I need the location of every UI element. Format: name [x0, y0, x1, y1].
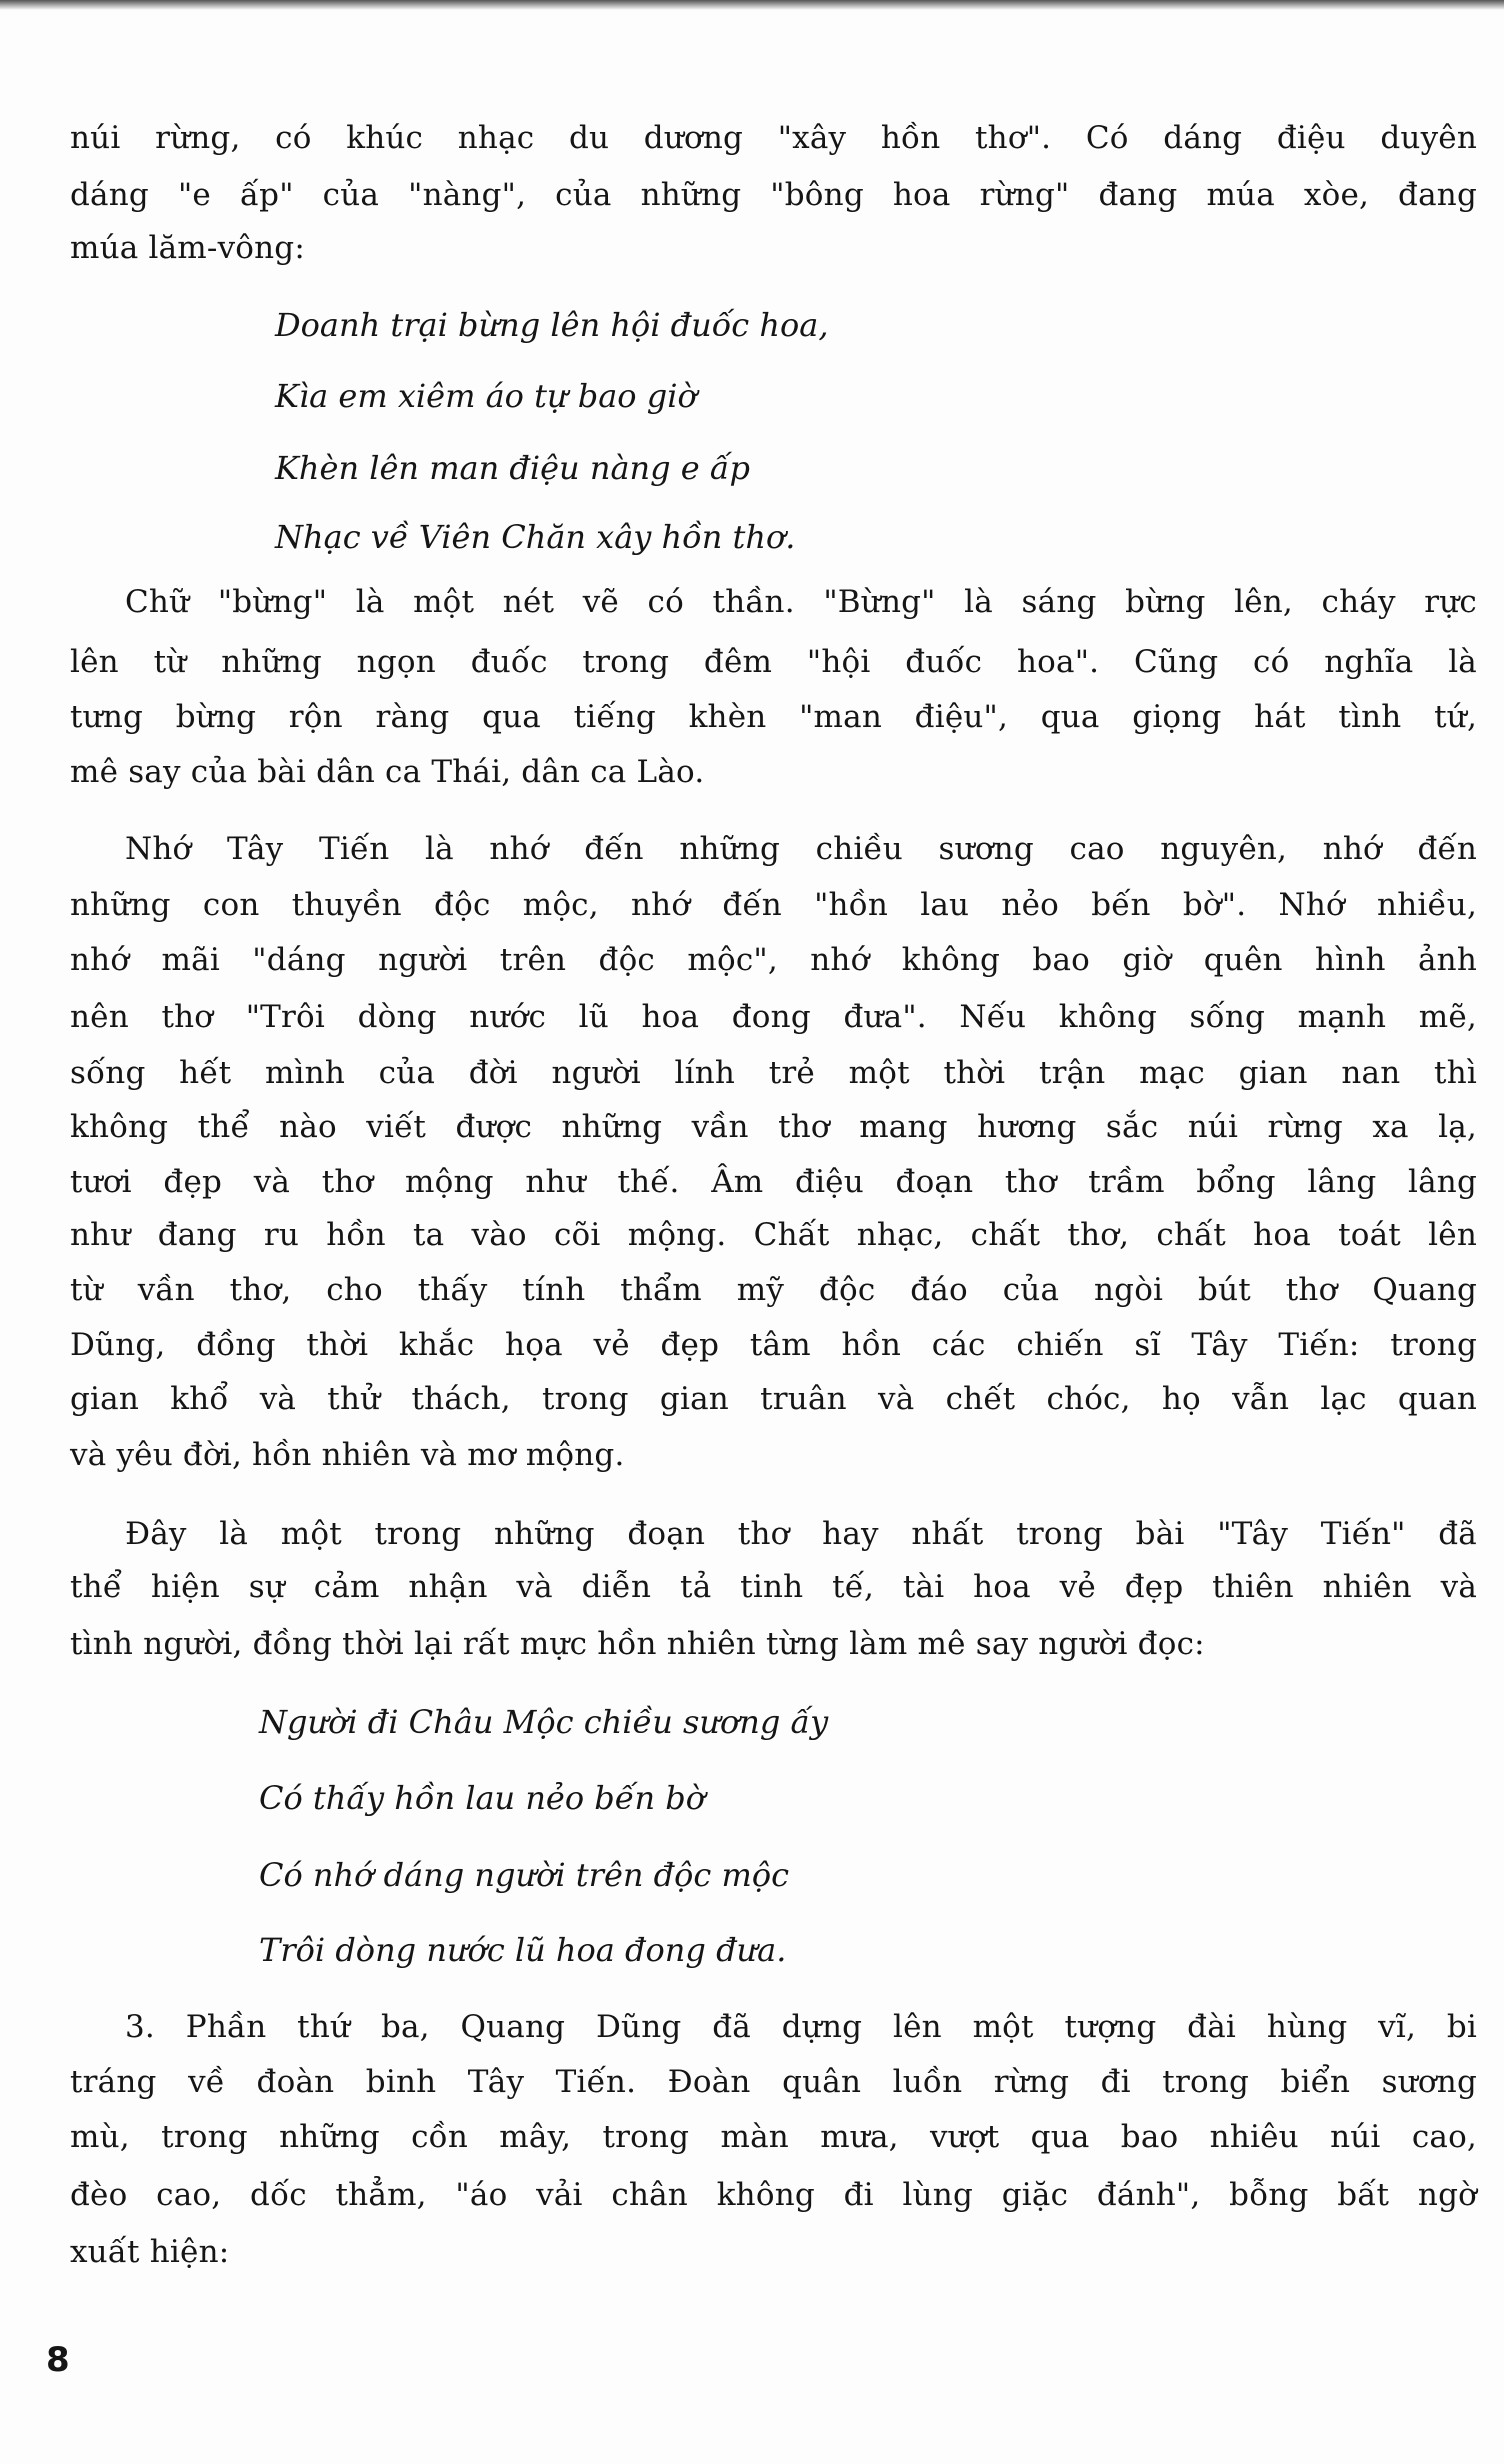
paragraph-2-line: Chữ "bừng" là một nét vẽ có thần. "Bừng" là sáng bừng lên, cháy rực	[125, 584, 1477, 620]
paragraph-3-line: như đang ru hồn ta vào cõi mộng. Chất nhạc, chất thơ, chất hoa toát lên	[70, 1217, 1477, 1253]
paragraph-3-line: nên thơ "Trôi dòng nước lũ hoa đong đưa". Nếu không sống mạnh mẽ,	[70, 999, 1477, 1035]
scan-edge	[0, 0, 1504, 10]
poem-2-verse: Có nhớ dáng người trên độc mộc	[259, 1856, 790, 1894]
paragraph-3-line: những con thuyền độc mộc, nhớ đến "hồn lau nẻo bến bờ". Nhớ nhiều,	[70, 887, 1477, 923]
paragraph-4-line: Đây là một trong những đoạn thơ hay nhất trong bài "Tây Tiến" đã	[125, 1516, 1477, 1552]
paragraph-5-line: mù, trong những cồn mây, trong màn mưa, vượt qua bao nhiêu núi cao,	[70, 2119, 1477, 2155]
paragraph-3-line: và yêu đời, hồn nhiên và mơ mộng.	[70, 1437, 625, 1473]
paragraph-5-line: tráng về đoàn binh Tây Tiến. Đoàn quân luồn rừng đi trong biển sương	[70, 2064, 1477, 2100]
paragraph-5-line: xuất hiện:	[70, 2234, 230, 2270]
poem-2-verse: Trôi dòng nước lũ hoa đong đưa.	[259, 1931, 787, 1969]
paragraph-3-line: Nhớ Tây Tiến là nhớ đến những chiều sương cao nguyên, nhớ đến	[125, 831, 1477, 867]
poem-1-verse: Nhạc về Viên Chăn xây hồn thơ.	[275, 518, 796, 556]
paragraph-3-line: từ vần thơ, cho thấy tính thẩm mỹ độc đáo của ngòi bút thơ Quang	[70, 1272, 1477, 1308]
poem-2-verse: Người đi Châu Mộc chiều sương ấy	[259, 1703, 829, 1741]
paragraph-3-line: không thể nào viết được những vần thơ mang hương sắc núi rừng xa lạ,	[70, 1109, 1477, 1145]
paragraph-1-line: múa lăm-vông:	[70, 230, 305, 266]
paragraph-4-line: thể hiện sự cảm nhận và diễn tả tinh tế, tài hoa vẻ đẹp thiên nhiên và	[70, 1569, 1477, 1605]
paragraph-3-line: tươi đẹp và thơ mộng như thế. Âm điệu đoạn thơ trầm bổng lâng lâng	[70, 1164, 1477, 1200]
page-number: 8	[46, 2340, 70, 2380]
paragraph-5-line: đèo cao, dốc thẳm, "áo vải chân không đi lùng giặc đánh", bỗng bất ngờ	[70, 2177, 1477, 2213]
paragraph-3-line: sống hết mình của đời người lính trẻ một thời trận mạc gian nan thì	[70, 1055, 1477, 1091]
paragraph-5-line: 3. Phần thứ ba, Quang Dũng đã dựng lên một tượng đài hùng vĩ, bi	[125, 2009, 1477, 2045]
paragraph-2-line: tưng bừng rộn ràng qua tiếng khèn "man điệu", qua giọng hát tình tứ,	[70, 699, 1477, 735]
paragraph-1-line: núi rừng, có khúc nhạc du dương "xây hồn thơ". Có dáng điệu duyên	[70, 120, 1477, 156]
poem-1-verse: Doanh trại bừng lên hội đuốc hoa,	[275, 306, 829, 344]
paragraph-2-line: mê say của bài dân ca Thái, dân ca Lào.	[70, 754, 705, 790]
paragraph-4-line: tình người, đồng thời lại rất mực hồn nhiên từng làm mê say người đọc:	[70, 1626, 1205, 1662]
paragraph-3-line: Dũng, đồng thời khắc họa vẻ đẹp tâm hồn các chiến sĩ Tây Tiến: trong	[70, 1327, 1477, 1363]
poem-1-verse: Khèn lên man điệu nàng e ấp	[275, 449, 750, 487]
paragraph-3-line: nhớ mãi "dáng người trên độc mộc", nhớ không bao giờ quên hình ảnh	[70, 942, 1477, 978]
paragraph-3-line: gian khổ và thử thách, trong gian truân và chết chóc, họ vẫn lạc quan	[70, 1381, 1477, 1417]
paragraph-2-line: lên từ những ngọn đuốc trong đêm "hội đuốc hoa". Cũng có nghĩa là	[70, 644, 1477, 680]
poem-1-verse: Kìa em xiêm áo tự bao giờ	[275, 377, 697, 415]
paragraph-1-line: dáng "e ấp" của "nàng", của những "bông hoa rừng" đang múa xòe, đang	[70, 177, 1477, 213]
poem-2-verse: Có thấy hồn lau nẻo bến bờ	[259, 1779, 705, 1817]
